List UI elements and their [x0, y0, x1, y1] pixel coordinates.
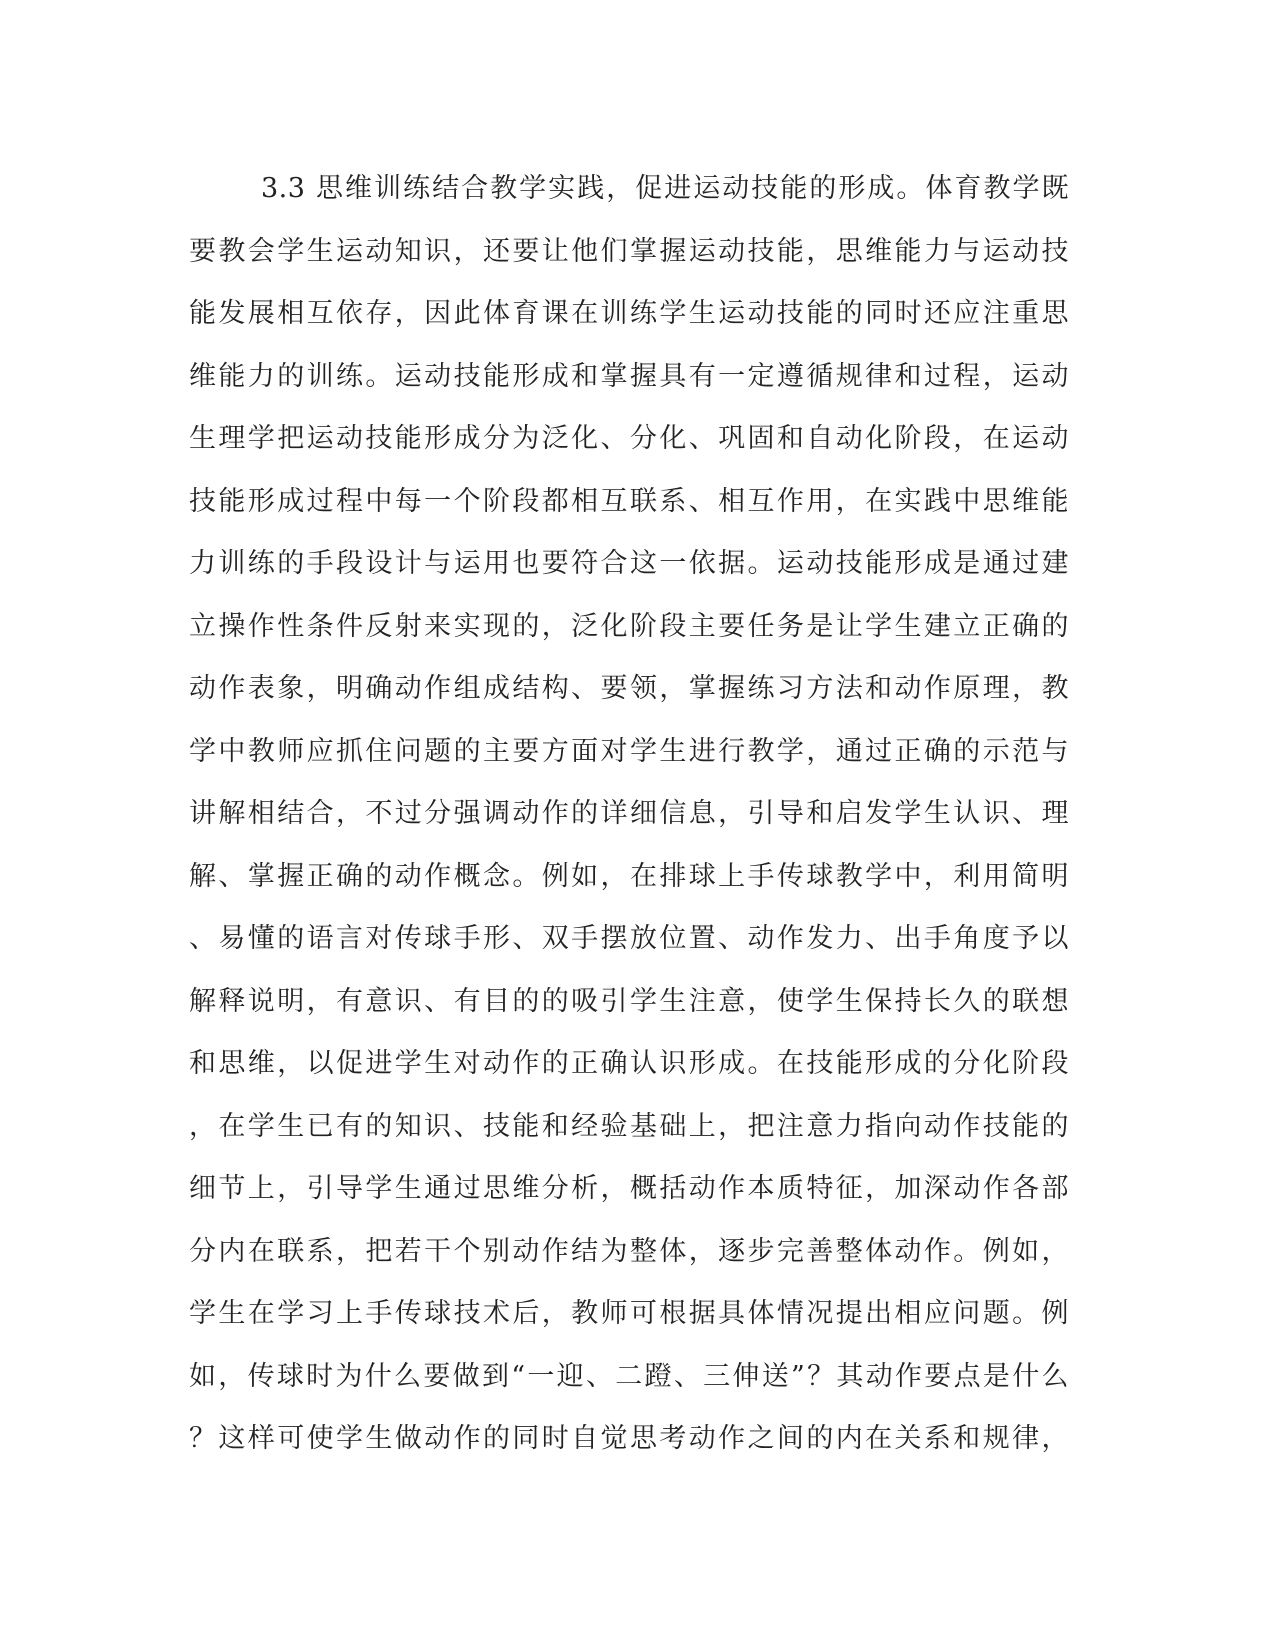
paragraph-line: 和思维，以促进学生对动作的正确认识形成。在技能形成的分化阶段 [189, 1048, 1069, 1079]
paragraph-line: 生理学把运动技能形成分为泛化、分化、巩固和自动化阶段，在运动 [189, 423, 1069, 454]
paragraph-line: 、易懂的语言对传球手形、双手摆放位置、动作发力、出手角度予以 [189, 923, 1069, 954]
paragraph-line: 学生在学习上手传球技术后，教师可根据具体情况提出相应问题。例 [189, 1298, 1069, 1329]
paragraph-line: 维能力的训练。运动技能形成和掌握具有一定遵循规律和过程，运动 [189, 360, 1069, 392]
paragraph-line: ，在学生已有的知识、技能和经验基础上，把注意力指向动作技能的 [189, 1110, 1069, 1142]
paragraph-line: 细节上，引导学生通过思维分析，概括动作本质特征，加深动作各部 [189, 1173, 1069, 1204]
paragraph-line: 3.3 思维训练结合教学实践，促进运动技能的形成。体育教学既 [261, 173, 1069, 204]
paragraph-line: 分内在联系，把若干个别动作结为整体，逐步完善整体动作。例如， [189, 1235, 1069, 1267]
paragraph-line: 技能形成过程中每一个阶段都相互联系、相互作用，在实践中思维能 [189, 485, 1069, 517]
paragraph-line: 解释说明，有意识、有目的的吸引学生注意，使学生保持长久的联想 [189, 985, 1069, 1017]
body-paragraph [189, 158, 1069, 1471]
paragraph-line: 要教会学生运动知识，还要让他们掌握运动技能，思维能力与运动技 [189, 235, 1069, 267]
paragraph-line: 立操作性条件反射来实现的，泛化阶段主要任务是让学生建立正确的 [189, 610, 1069, 642]
paragraph-line: 讲解相结合，不过分强调动作的详细信息，引导和启发学生认识、理 [189, 798, 1069, 829]
paragraph-line: 解、掌握正确的动作概念。例如，在排球上手传球教学中，利用简明 [189, 860, 1069, 892]
paragraph-line: 学中教师应抓住问题的主要方面对学生进行教学，通过正确的示范与 [189, 735, 1069, 767]
paragraph-line: 力训练的手段设计与运用也要符合这一依据。运动技能形成是通过建 [189, 548, 1069, 579]
paragraph-line: 能发展相互依存，因此体育课在训练学生运动技能的同时还应注重思 [189, 298, 1069, 329]
paragraph-line: ？这样可使学生做动作的同时自觉思考动作之间的内在关系和规律， [189, 1423, 1069, 1454]
paragraph-line: 如，传球时为什么要做到“一迎、二蹬、三伸送”？其动作要点是什么 [189, 1360, 1069, 1392]
paragraph-line: 动作表象，明确动作组成结构、要领，掌握练习方法和动作原理，教 [189, 673, 1069, 704]
